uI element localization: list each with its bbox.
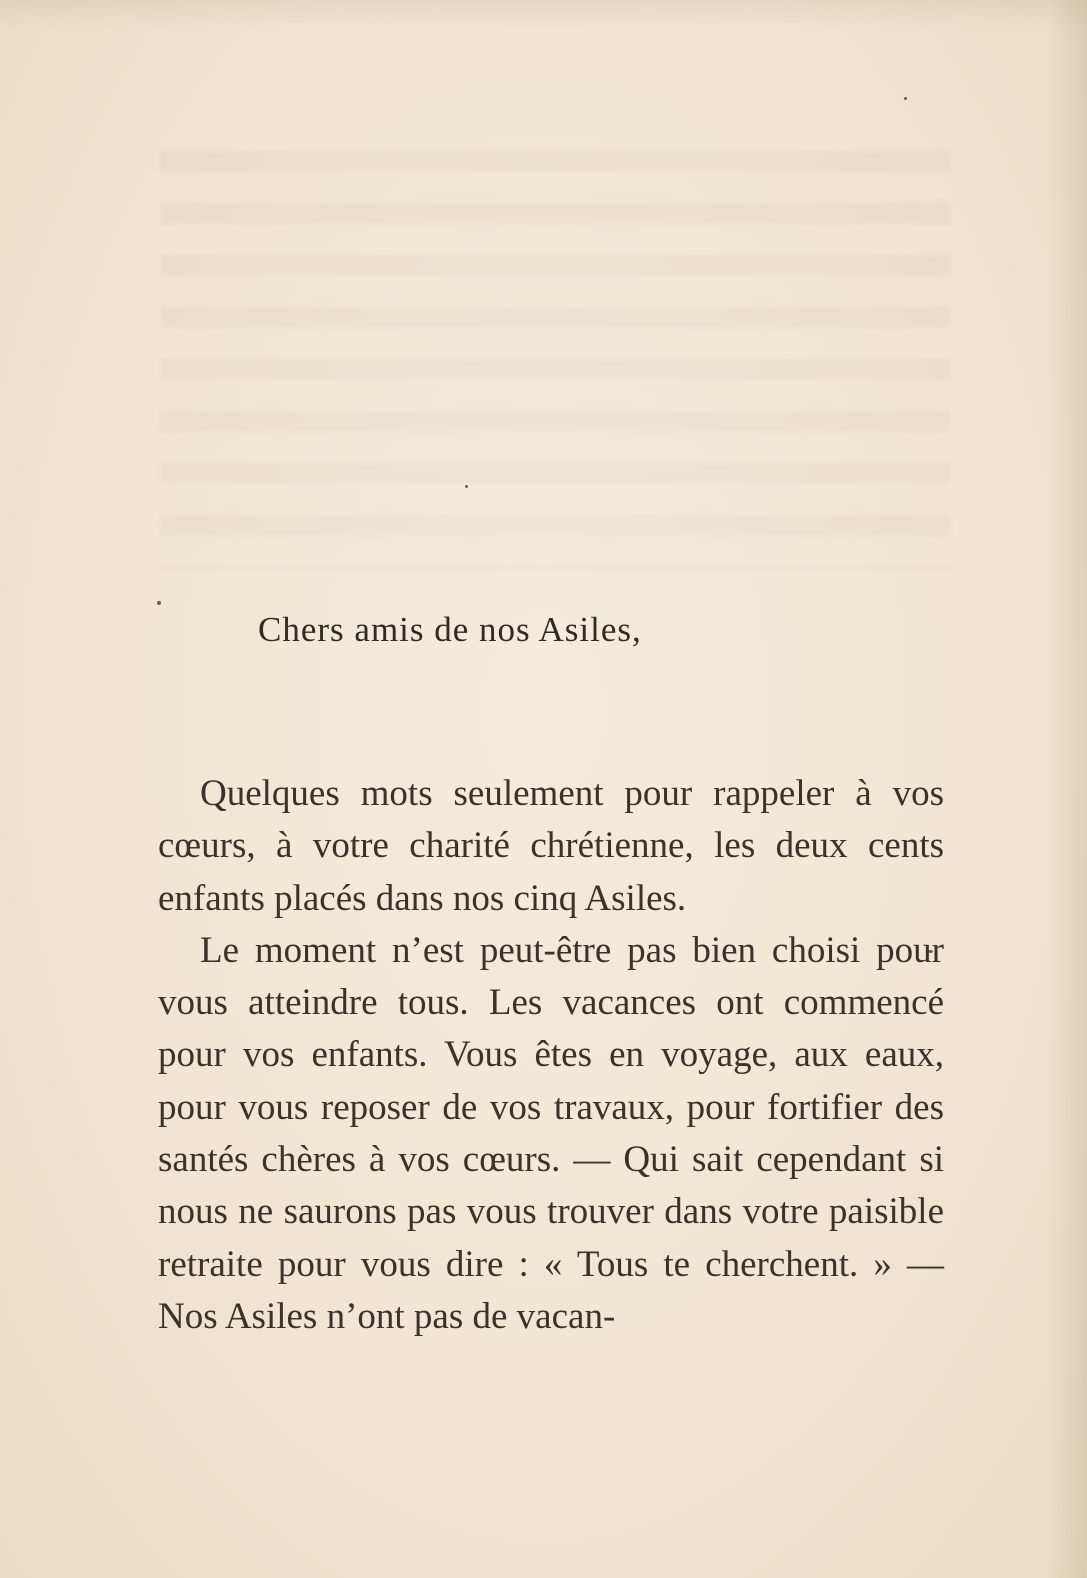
paragraph: Quelques mots seulement pour rappeler à vos cœurs, à votre charité chrétienne, les deux cents enfants placés dans nos cinq Asiles. <box>158 773 944 919</box>
paper-speck <box>157 601 161 605</box>
paper-speck <box>465 485 468 488</box>
page-right-shadow <box>1047 0 1087 1578</box>
salutation-heading: Chers amis de nos Asiles, <box>258 610 642 649</box>
show-through-text <box>160 150 950 570</box>
paragraph: Le moment n’est peut-être pas bien choisi pour vous atteindre tous. Les vacances ont commencé pour vos enfants. Vous êtes en voyage, aux eaux, pour vous reposer de vos travaux, pour fortifier des santés chères à vos cœurs. — Qui sait cependant si nous ne saurons pas vous trouver dans votre paisible retraite pour vous dire : « Tous te cherchent. » — Nos Asiles n’ont pas de vacan- <box>158 929 944 1337</box>
letter-body <box>158 768 944 1343</box>
page-top-shadow <box>0 0 1087 30</box>
paper-speck <box>904 97 907 100</box>
